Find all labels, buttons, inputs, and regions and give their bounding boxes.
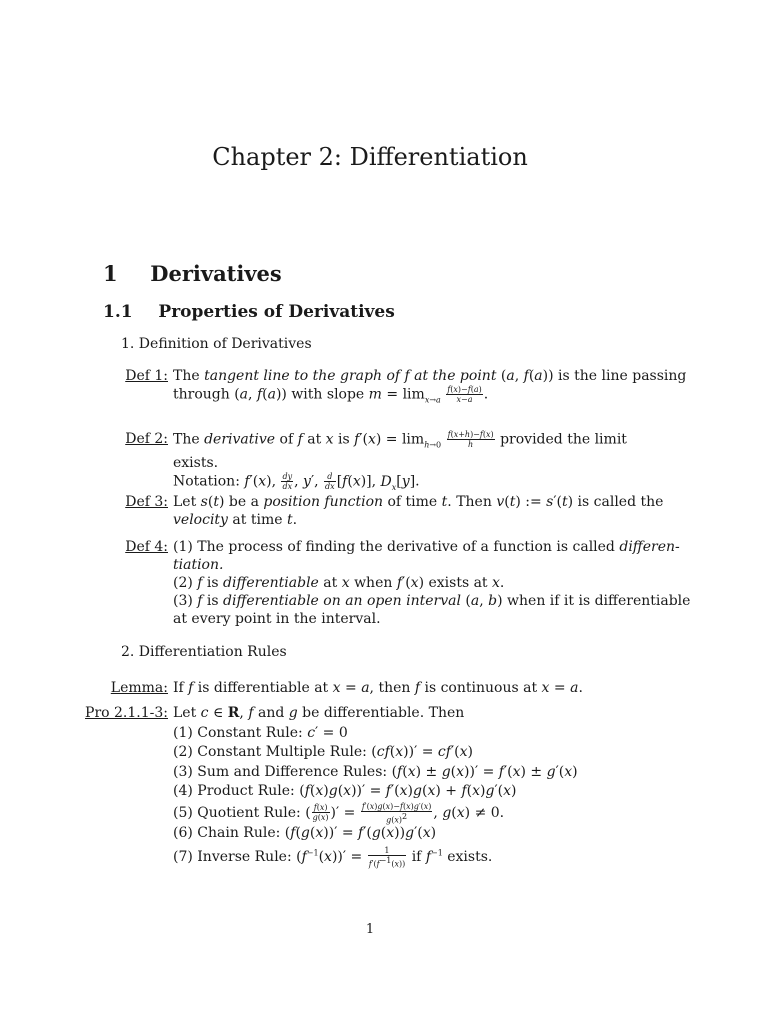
rule-inverse: (7) Inverse Rule: $(f^{-1}(x))'$ = $\frac{1}{f'(f^{-1}(x))}$ if $f^{-1}$ exists. bbox=[173, 845, 493, 869]
rule-sum-difference: (3) Sum and Difference Rules: (f(x) ± g(x))′ = f′(x) ± g′(x) bbox=[173, 763, 578, 780]
rule-constant-multiple: (2) Constant Multiple Rule: (cf(x))′ = cf′(x) bbox=[173, 744, 473, 760]
lemma-body: If f is differentiable at x = a, then f is continuous at x = a. bbox=[173, 680, 583, 696]
section-title: Derivatives bbox=[150, 261, 282, 286]
pro-label: Pro 2.1.1-3: bbox=[85, 705, 168, 721]
page-number: 1 bbox=[365, 922, 375, 937]
chapter-title: Chapter 2: Differentiation bbox=[212, 143, 528, 171]
subsection-title: Properties of Derivatives bbox=[158, 302, 395, 322]
def4-body: (1) The process of finding the derivative of a function is called differen- tiation. (2) f is differentiable at x when f′(x) exists at x. (3) f is differentiable on an open interval (a, b) when if it is differentiable at every point in the interval. bbox=[173, 539, 691, 627]
def2-fraction: $\frac{f(x+h)-f(x)}{h}$ bbox=[447, 430, 494, 449]
rule-product: (4) Product Rule: (f(x)g(x))′ = f′(x)g(x) + f(x)g′(x) bbox=[173, 783, 517, 799]
subsection-number: 1.1 bbox=[103, 302, 133, 322]
subsection-heading bbox=[103, 302, 395, 322]
rule-quotient: (5) Quotient Rule: ( $\frac{f(x)}{g(x)}$ )′ = $\frac{f'(x)g(x)-f(x)g'(x)}{g(x)^2}$ , g(x) ≠ 0. bbox=[173, 801, 505, 825]
def3-label: Def 3: bbox=[125, 494, 168, 510]
def1-fraction: $\frac{f(x)-f(a)}{x-a}$ bbox=[447, 385, 482, 404]
def3-body: Let s(t) be a position function of time t. Then v(t) := s′(t) is called the velocity at time t. bbox=[173, 494, 664, 528]
lemma-label: Lemma: bbox=[110, 680, 168, 696]
def1-body: The tangent line to the graph of f at the point (a, f(a)) is the line passing through (a, f(a)) with slope $m = \lim_{x\to a}$ $\frac{f(x)-f(a)}{x-a}$ . bbox=[173, 368, 687, 405]
section-heading bbox=[103, 261, 282, 286]
section-number: 1 bbox=[103, 261, 118, 286]
def2-label: Def 2: bbox=[125, 431, 168, 447]
pro-body: Let c ∈ R, f and g be differentiable. Then (1) Constant Rule: c′ = 0 (2) Constant Multiple Rule: (cf(x))′ = cf′(x) (3) Sum and Difference Rules: (f(x) ± g(x))′ = f′(x) ± g′(x) (4) Product Rule: (f(x)g(x))′ = f′(x)g(x) + f(x)g′(x) (5) Quotient Rule: ( $\frac{f(x)}{g(x)}$ )′ = $\frac{f'(x)g(x)-f(x)g'(x)}{g(x)^2}$ , g(x) ≠ 0. (6) Chain Rule: (f(g(x))′ = f′(g(x))g′(x) (7) Inverse Rule: $(f^{-1}(x))'$ = $\frac{1}{f'(f^{-1}(x))}$ if $f^{-1}$ exists. bbox=[173, 705, 578, 869]
def1-label: Def 1: bbox=[125, 368, 168, 384]
def2-continuation: exists. bbox=[173, 455, 219, 472]
rule-constant: (1) Constant Rule: c′ = 0 bbox=[173, 724, 348, 741]
list-item-rules: 2. Differentiation Rules bbox=[121, 644, 287, 660]
rule-chain: (6) Chain Rule: (f(g(x))′ = f′(g(x))g′(x) bbox=[173, 825, 437, 842]
def4-label: Def 4: bbox=[125, 539, 168, 555]
list-item-definitions: 1. Definition of Derivatives bbox=[121, 336, 312, 352]
def2-body: The derivative of f at x is $f'(x) = \lim_{h\to 0}$ $\frac{f(x+h)-f(x)}{h}$ provided the limit exists. Notation: f′(x), $\frac{dy}{dx}$ , y′, $\frac{d}{dx}$ [f(x)], $D_x[y]$. bbox=[173, 430, 627, 492]
